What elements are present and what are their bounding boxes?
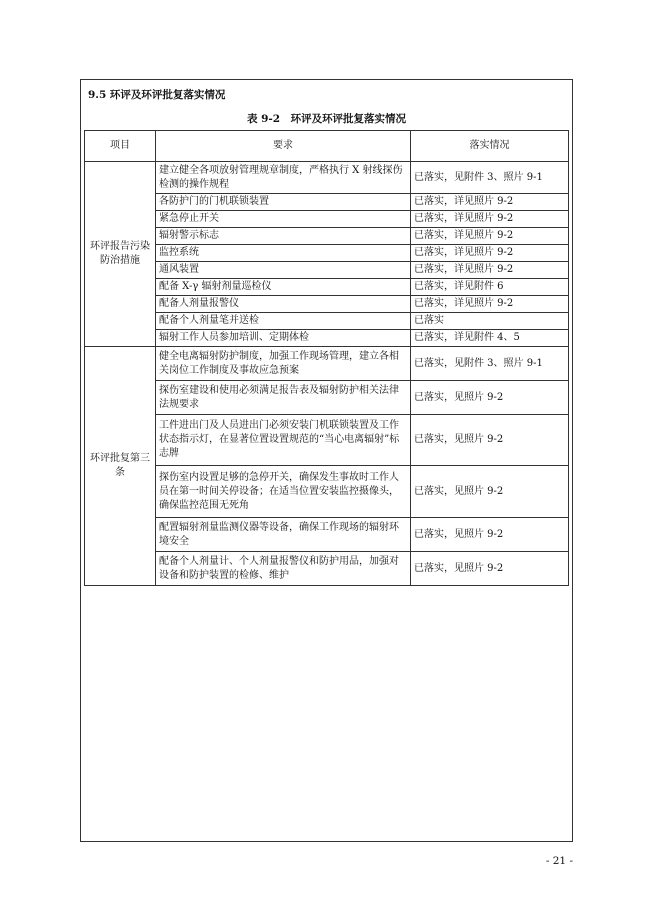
status-cell: 已落实，详见照片 9-2 xyxy=(411,262,569,279)
requirement-cell: 工件进出门及人员进出门必须安装门机联锁装置及工作状态指示灯，在显著位置设置规范的“当心电离辐射”标志牌 xyxy=(156,415,411,466)
section-title: 9.5 环评及环评批复落实情况 xyxy=(88,89,226,101)
requirement-cell: 监控系统 xyxy=(156,245,411,262)
requirement-cell: 辐射工作人员参加培训、定期体检 xyxy=(156,330,411,347)
requirement-cell: 探伤室内设置足够的急停开关，确保发生事故时工作人员在第一时间关停设备；在适当位置安装监控摄像头，确保监控范围无死角 xyxy=(156,466,411,518)
status-cell: 已落实，见照片 9-2 xyxy=(411,415,569,466)
table-row xyxy=(85,381,569,415)
category-cell: 环评报告污染防治措施 xyxy=(85,162,156,347)
table-row xyxy=(85,162,569,194)
requirement-cell: 辐射警示标志 xyxy=(156,228,411,245)
status-cell: 已落实，见照片 9-2 xyxy=(411,552,569,586)
table-caption: 表 9-2 环评及环评批复落实情况 xyxy=(246,113,407,125)
table-row xyxy=(85,262,569,279)
requirement-cell: 配备 X-γ 辐射剂量巡检仪 xyxy=(156,279,411,296)
table-row xyxy=(85,211,569,228)
header-requirement: 要求 xyxy=(156,131,411,162)
requirement-cell: 配备人剂量报警仪 xyxy=(156,296,411,313)
status-cell: 已落实，见照片 9-2 xyxy=(411,381,569,415)
status-cell: 已落实，详见附件 4、5 xyxy=(411,330,569,347)
status-cell: 已落实，见附件 3、照片 9-1 xyxy=(411,347,569,381)
status-cell: 已落实，见照片 9-2 xyxy=(411,466,569,518)
status-cell: 已落实，见照片 9-2 xyxy=(411,518,569,552)
status-cell: 已落实，详见照片 9-2 xyxy=(411,194,569,211)
status-cell: 已落实，详见照片 9-2 xyxy=(411,296,569,313)
requirement-cell: 配备个人剂量笔并送检 xyxy=(156,313,411,330)
status-cell: 已落实，详见照片 9-2 xyxy=(411,245,569,262)
header-item: 项目 xyxy=(85,131,156,162)
table-row xyxy=(85,466,569,518)
requirements-table xyxy=(84,130,569,586)
table-row xyxy=(85,330,569,347)
table-header-row xyxy=(85,131,569,162)
table-row xyxy=(85,228,569,245)
table-row xyxy=(85,552,569,586)
status-cell: 已落实，见附件 3、照片 9-1 xyxy=(411,162,569,194)
requirement-cell: 健全电离辐射防护制度，加强工作现场管理，建立各相关岗位工作制度及事故应急预案 xyxy=(156,347,411,381)
table-row xyxy=(85,518,569,552)
table-row xyxy=(85,347,569,381)
requirement-cell: 紧急停止开关 xyxy=(156,211,411,228)
table-row xyxy=(85,415,569,466)
page-number: - 21 - xyxy=(545,855,573,867)
requirement-cell: 配置辐射剂量监测仪器等设备，确保工作现场的辐射环境安全 xyxy=(156,518,411,552)
table-row xyxy=(85,313,569,330)
status-cell: 已落实，详见照片 9-2 xyxy=(411,211,569,228)
header-status: 落实情况 xyxy=(411,131,569,162)
table-row xyxy=(85,296,569,313)
table-row xyxy=(85,245,569,262)
status-cell: 已落实，详见附件 6 xyxy=(411,279,569,296)
requirement-cell: 通风装置 xyxy=(156,262,411,279)
requirement-cell: 各防护门的门机联锁装置 xyxy=(156,194,411,211)
status-cell: 已落实，详见照片 9-2 xyxy=(411,228,569,245)
table-row xyxy=(85,194,569,211)
requirement-cell: 建立健全各项放射管理规章制度，严格执行 X 射线探伤检测的操作规程 xyxy=(156,162,411,194)
requirement-cell: 配备个人剂量计、个人剂量报警仪和防护用品，加强对设备和防护装置的检修、维护 xyxy=(156,552,411,586)
category-cell: 环评批复第三条 xyxy=(85,347,156,586)
requirement-cell: 探伤室建设和使用必须满足报告表及辐射防护相关法律法规要求 xyxy=(156,381,411,415)
status-cell: 已落实 xyxy=(411,313,569,330)
table-row xyxy=(85,279,569,296)
